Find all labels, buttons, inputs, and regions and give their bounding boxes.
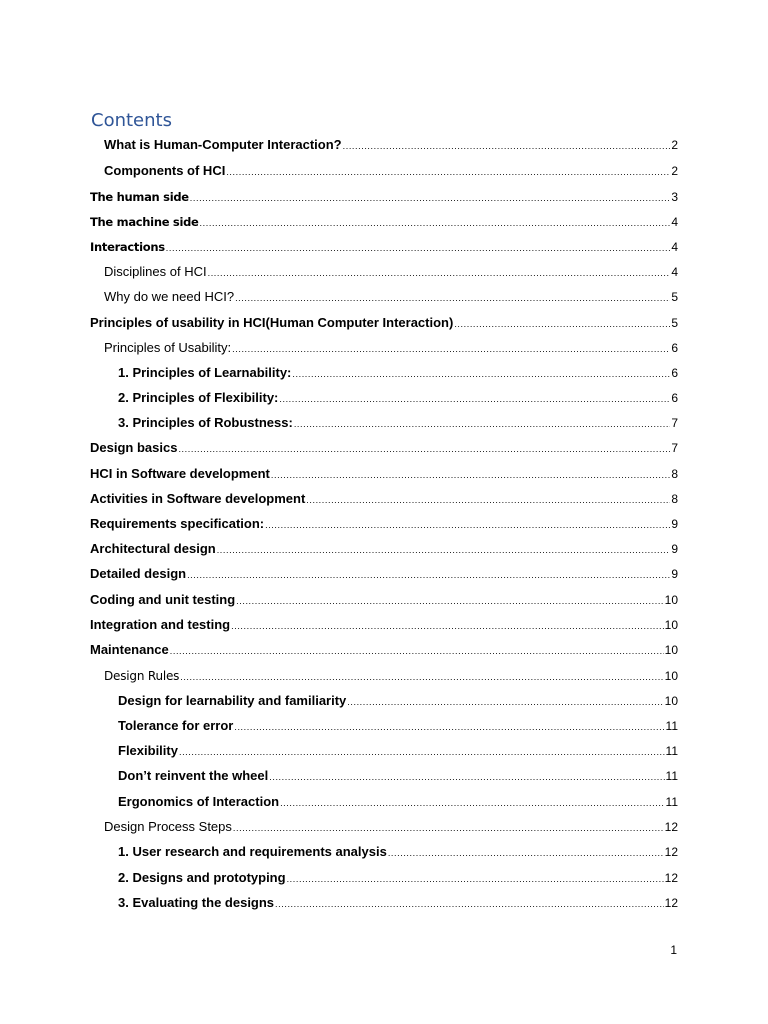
toc-leader-dots [226,163,670,181]
toc-entry-disciplines-of-hci[interactable] [104,263,678,281]
toc-leader-dots [454,315,670,333]
toc-entry-label: Design Rules [104,669,180,683]
toc-entry-label: Why do we need HCI? [104,289,235,304]
toc-entry-page: 6 [671,391,678,405]
toc-entry-page: 3 [671,190,678,204]
toc-entry-page: 10 [664,669,678,683]
toc-leader-dots [178,440,670,458]
toc-entry-page: 12 [664,845,678,859]
toc-entry-page: 9 [671,542,678,556]
toc-entry-label: Architectural design [90,541,216,556]
toc-leader-dots [217,541,671,559]
toc-entry-requirements-specification[interactable] [90,515,678,533]
toc-entry-principles-of-usability[interactable] [104,339,678,357]
toc-entry-design-rules[interactable] [104,667,678,685]
toc-leader-dots [347,693,663,711]
toc-leader-dots [166,239,671,257]
toc-leader-dots [180,668,663,686]
toc-entry-label: Ergonomics of Interaction [118,794,280,809]
toc-entry-design-learnability-familiarity[interactable] [118,692,678,710]
toc-leader-dots [287,870,664,888]
toc-leader-dots [236,592,663,610]
toc-entry-page: 10 [664,694,678,708]
toc-leader-dots [343,137,671,155]
toc-entry-label: The machine side [90,215,199,229]
toc-entry-machine-side[interactable] [90,213,678,231]
toc-entry-page: 11 [665,719,678,733]
toc-entry-page: 11 [665,744,678,758]
toc-leader-dots [233,819,664,837]
toc-leader-dots [190,189,671,207]
toc-entry-page: 4 [671,265,678,279]
toc-leader-dots [170,642,664,660]
toc-entry-label: Disciplines of HCI [104,264,207,279]
toc-entry-page: 12 [664,896,678,910]
toc-entry-interactions[interactable] [90,238,678,256]
toc-entry-label: Activities in Software development [90,491,306,506]
toc-entry-label: HCI in Software development [90,466,270,481]
toc-entry-page: 6 [671,341,678,355]
toc-entry-page: 10 [664,618,678,632]
toc-entry-detailed-design[interactable] [90,565,678,583]
toc-entry-label: Integration and testing [90,617,231,632]
toc-entry-dont-reinvent-wheel[interactable] [118,767,678,785]
toc-leader-dots [279,390,670,408]
toc-entry-design-basics[interactable] [90,439,678,457]
toc-entry-page: 2 [671,164,678,178]
toc-entry-label: Flexibility [118,743,178,758]
toc-leader-dots [179,743,665,761]
toc-entry-label: 2. Designs and prototyping [118,870,286,885]
toc-leader-dots [200,214,671,232]
toc-entry-design-process-steps[interactable] [104,818,678,836]
toc-entry-label: Design basics [90,440,178,455]
toc-entry-label: Design Process Steps [104,819,232,834]
toc-entry-page: 4 [671,240,678,254]
toc-entry-architectural-design[interactable] [90,540,678,558]
toc-leader-dots [271,466,670,484]
toc-leader-dots [234,718,664,736]
toc-leader-dots [275,895,664,913]
toc-leader-dots [388,844,664,862]
toc-entry-label: What is Human-Computer Interaction? [104,137,342,152]
toc-entry-principles-of-usability-hci[interactable] [90,314,678,332]
toc-entry-why-need-hci[interactable] [104,288,678,306]
toc-entry-page: 12 [664,871,678,885]
toc-leader-dots [269,768,664,786]
toc-entry-label: Coding and unit testing [90,592,236,607]
toc-entry-principles-of-learnability[interactable] [118,364,678,382]
toc-entry-maintenance[interactable] [90,641,678,659]
toc-entry-page: 10 [664,593,678,607]
toc-entry-label: Interactions [90,240,165,254]
toc-entry-page: 9 [671,567,678,581]
toc-entry-page: 4 [671,215,678,229]
toc-entry-page: 12 [664,820,678,834]
toc-entry-label: Don’t reinvent the wheel [118,768,269,783]
toc-entry-ergonomics-of-interaction[interactable] [118,793,678,811]
toc-entry-page: 9 [671,517,678,531]
toc-entry-evaluating-designs[interactable] [118,894,678,912]
toc-entry-label: Tolerance for error [118,718,234,733]
toc-entry-principles-of-robustness[interactable] [118,414,678,432]
toc-entry-label: Requirements specification: [90,516,265,531]
toc-entry-label: Principles of usability in HCI(Human Computer Interaction) [90,315,454,330]
toc-entry-label: 3. Principles of Robustness: [118,415,293,430]
toc-entry-label: Maintenance [90,642,169,657]
toc-entry-label: 3. Evaluating the designs [118,895,275,910]
toc-leader-dots [187,566,670,584]
toc-entry-coding-unit-testing[interactable] [90,591,678,609]
toc-entry-label: Components of HCI [104,163,226,178]
toc-entry-page: 11 [665,795,678,809]
toc-entry-principles-of-flexibility[interactable] [118,389,678,407]
toc-leader-dots [231,617,664,635]
toc-entry-page: 11 [665,769,678,783]
toc-entry-label: The human side [90,190,189,204]
toc-entry-components-of-hci[interactable] [104,162,678,180]
toc-entry-page: 8 [671,492,678,506]
toc-leader-dots [292,365,670,383]
toc-entry-label: Design for learnability and familiarity [118,693,347,708]
toc-entry-hci-software-development[interactable] [90,465,678,483]
toc-entry-designs-prototyping[interactable] [118,869,678,887]
toc-entry-activities-software-development[interactable] [90,490,678,508]
toc-leader-dots [232,340,670,358]
toc-entry-label: 2. Principles of Flexibility: [118,390,279,405]
toc-entry-label: 1. Principles of Learnability: [118,365,292,380]
toc-entry-integration-testing[interactable] [90,616,678,634]
toc-entry-label: Detailed design [90,566,187,581]
toc-entry-page: 7 [671,441,678,455]
toc-entry-page: 8 [671,467,678,481]
toc-entry-tolerance-for-error[interactable] [118,717,678,735]
toc-entry-page: 5 [671,316,678,330]
toc-leader-dots [265,516,670,534]
toc-entry-human-side[interactable] [90,188,678,206]
toc-entry-label: Principles of Usability: [104,340,232,355]
toc-title: Contents [91,110,172,131]
toc-entry-page: 6 [671,366,678,380]
toc-entry-flexibility[interactable] [118,742,678,760]
toc-entry-label: 1. User research and requirements analysis [118,844,387,859]
toc-entry-page: 10 [664,643,678,657]
toc-leader-dots [280,794,664,812]
toc-entry-what-is-hci[interactable] [104,136,678,154]
toc-leader-dots [235,289,670,307]
page-number: 1 [670,943,677,957]
toc-entry-user-research[interactable] [118,843,678,861]
toc-entry-page: 2 [671,138,678,152]
toc-leader-dots [294,415,670,433]
toc-leader-dots [208,264,671,282]
toc-entry-page: 7 [671,416,678,430]
toc-leader-dots [306,491,670,509]
toc-entry-page: 5 [671,290,678,304]
